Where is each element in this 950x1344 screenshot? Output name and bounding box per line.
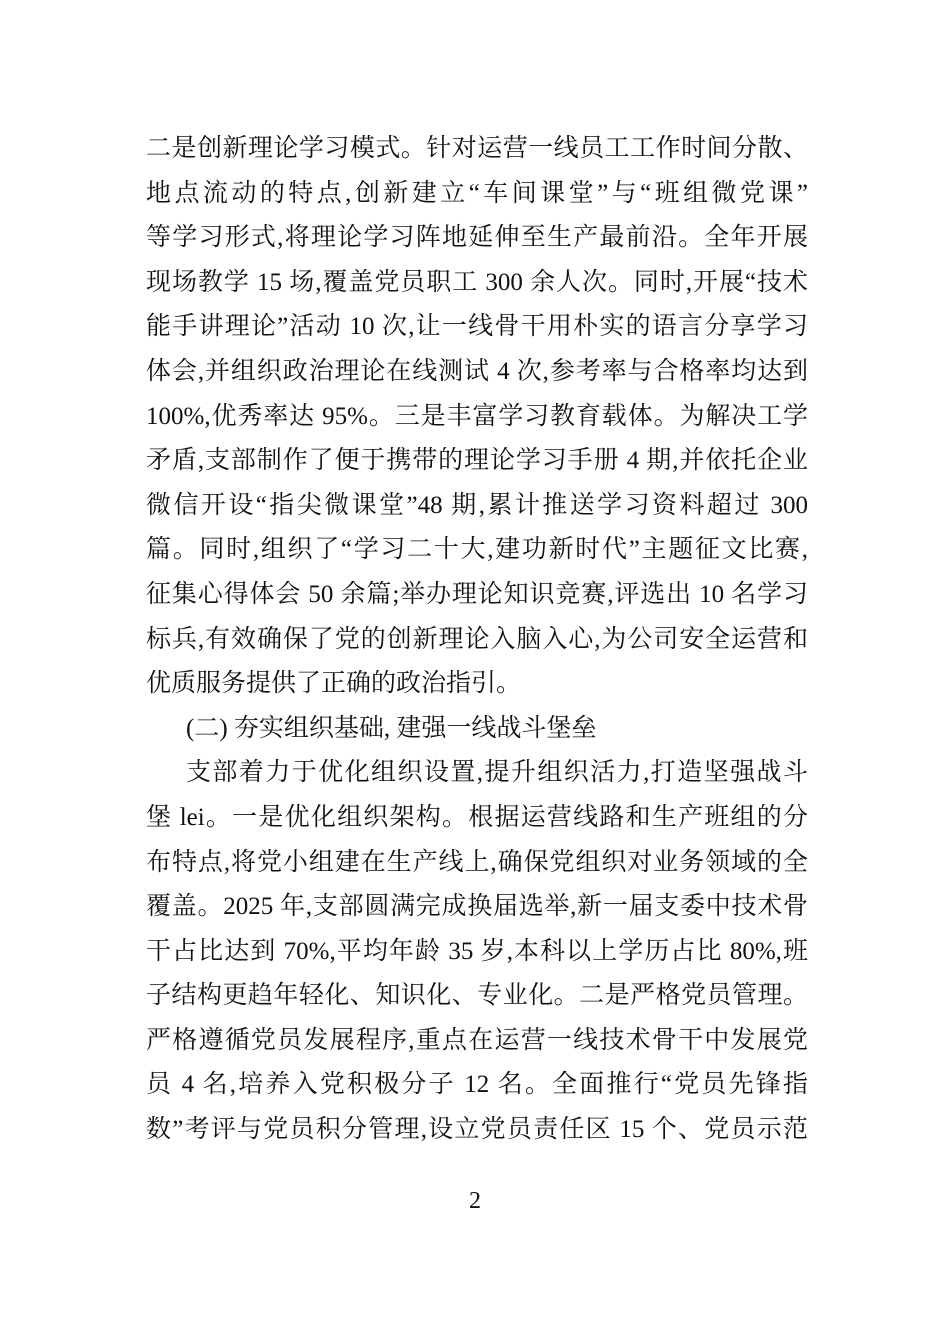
- paragraph-line: 数”考评与党员积分管理,设立党员责任区 15 个、党员示范: [146, 1116, 808, 1144]
- paragraph-line: 地点流动的特点,创新建立“车间课堂”与“班组微党课”: [146, 179, 808, 207]
- paragraph-line: 能手讲理论”活动 10 次,让一线骨干用朴实的语言分享学习: [146, 313, 808, 341]
- paragraph-line: 100%,优秀率达 95%。三是丰富学习教育载体。为解决工学: [146, 402, 808, 430]
- paragraph-line: 等学习形式,将理论学习阵地延伸至生产最前沿。全年开展: [146, 224, 808, 252]
- paragraph-line: 优质服务提供了正确的政治指引。: [146, 670, 522, 698]
- paragraph-line: 体会,并组织政治理论在线测试 4 次,参考率与合格率均达到: [146, 357, 808, 385]
- document-body: [146, 127, 808, 1153]
- paragraph-line: 篇。同时,组织了“学习二十大,建功新时代”主题征文比赛,: [146, 536, 808, 564]
- paragraph-line: 二是创新理论学习模式。针对运营一线员工工作时间分散、: [146, 135, 808, 162]
- paragraph-line: 矛盾,支部制作了便于携带的理论学习手册 4 期,并依托企业: [146, 447, 808, 475]
- section-heading: (二) 夯实组织基础, 建强一线战斗堡垒: [186, 714, 597, 742]
- paragraph-line: 干占比达到 70%,平均年龄 35 岁,本科以上学历占比 80%,班: [146, 937, 808, 965]
- paragraph-line: 子结构更趋年轻化、知识化、专业化。二是严格党员管理。: [146, 982, 808, 1010]
- paragraph-line: 员 4 名,培养入党积极分子 12 名。全面推行“党员先锋指: [146, 1071, 808, 1099]
- paragraph-line: 微信开设“指尖微课堂”48 期,累计推送学习资料超过 300: [146, 491, 808, 519]
- paragraph-line: 支部着力于优化组织设置,提升组织活力,打造坚强战斗: [186, 759, 808, 787]
- paragraph-line: 征集心得体会 50 余篇;举办理论知识竞赛,评选出 10 名学习: [146, 580, 808, 608]
- paragraph-line: 现场教学 15 场,覆盖党员职工 300 余人次。同时,开展“技术: [146, 268, 808, 296]
- paragraph-line: 标兵,有效确保了党的创新理论入脑入心,为公司安全运营和: [146, 625, 808, 653]
- paragraph-line: 覆盖。2025 年,支部圆满完成换届选举,新一届支委中技术骨: [146, 893, 808, 921]
- paragraph-line: 布特点,将党小组建在生产线上,确保党组织对业务领域的全: [146, 848, 808, 876]
- paragraph-line: 严格遵循党员发展程序,重点在运营一线技术骨干中发展党: [146, 1026, 808, 1054]
- paragraph-line: 堡 lei。一是优化组织架构。根据运营线路和生产班组的分: [146, 803, 808, 831]
- page-number: 2: [469, 1188, 481, 1214]
